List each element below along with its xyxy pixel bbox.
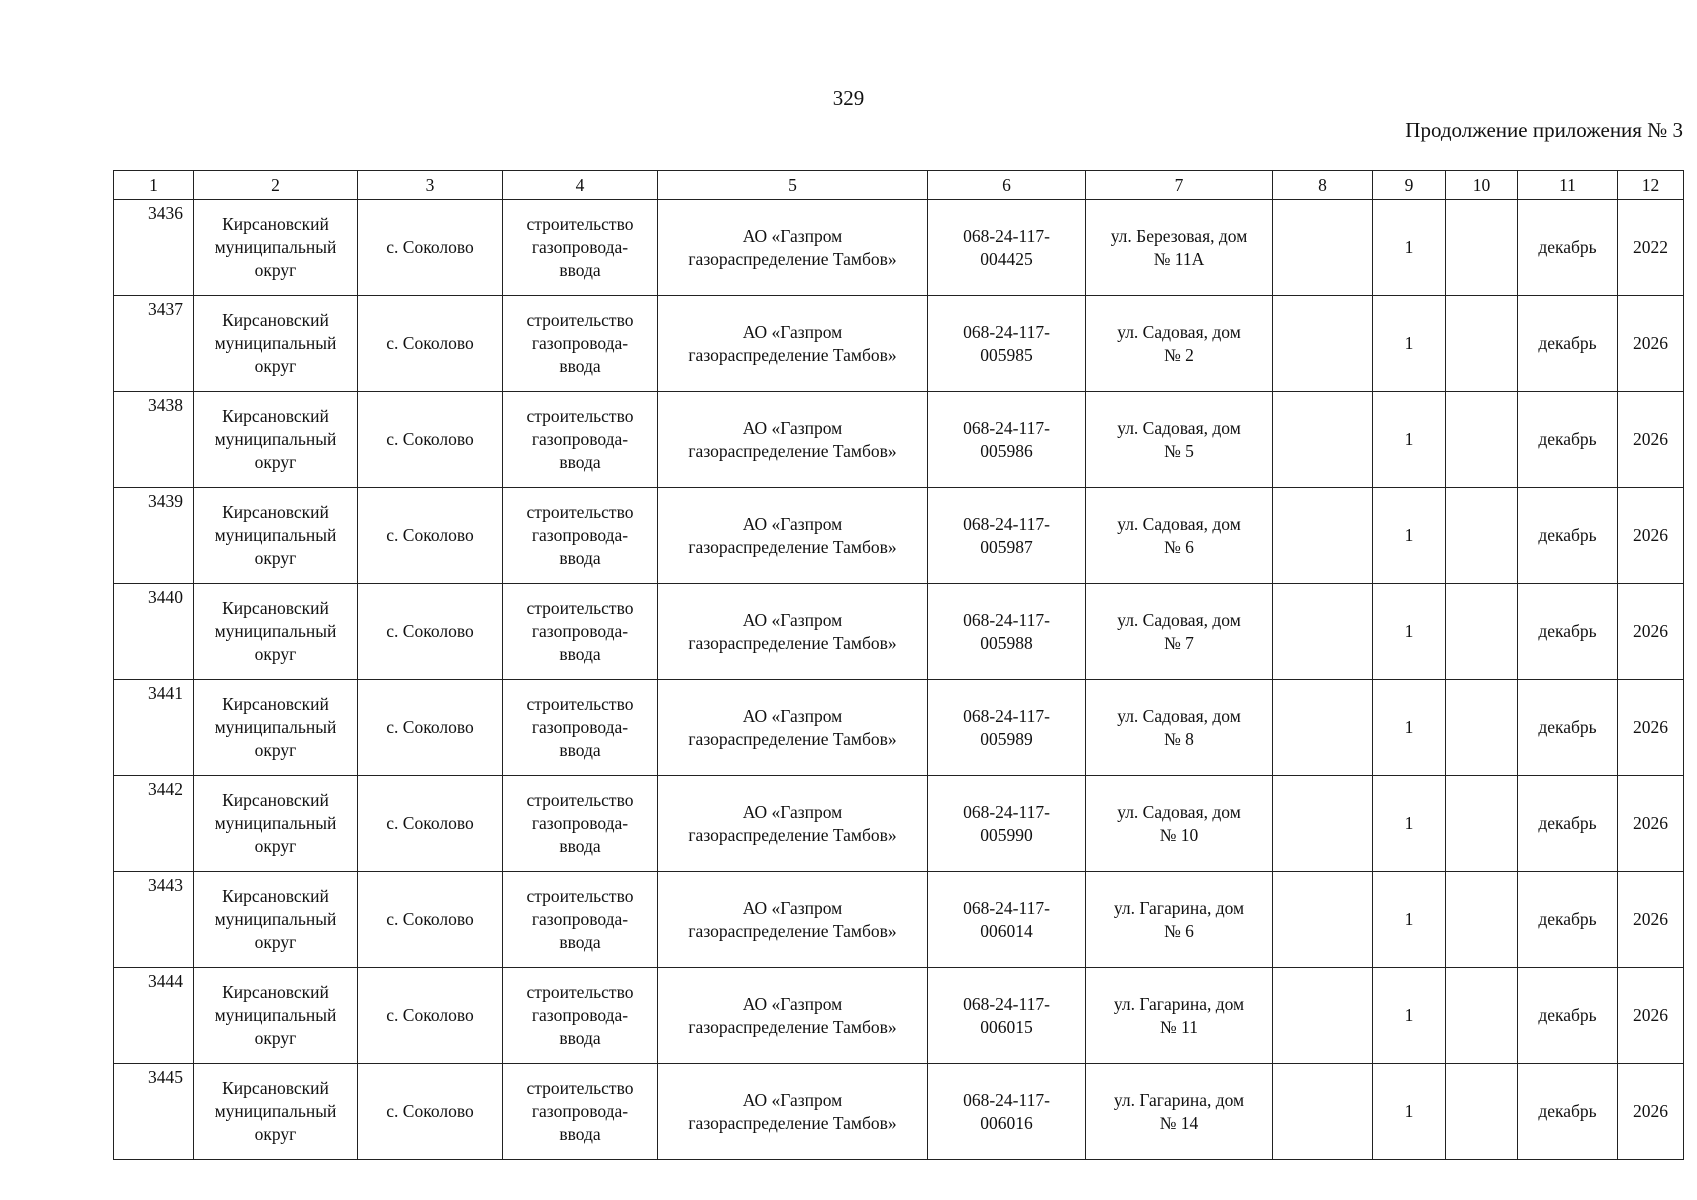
cell-col-8 xyxy=(1273,584,1373,680)
table-row xyxy=(114,1064,1684,1160)
cell-month xyxy=(1518,584,1618,680)
column-header: 5 xyxy=(658,171,928,200)
cell-row-number xyxy=(114,296,194,392)
cell-settlement-text: с. Соколово xyxy=(386,717,474,738)
cell-object-code xyxy=(928,200,1086,296)
cell-settlement xyxy=(358,680,503,776)
column-header: 2 xyxy=(194,171,358,200)
cell-quantity xyxy=(1373,488,1446,584)
cell-object-code-text: 068-24-117- 005986 xyxy=(963,417,1050,461)
cell-organization xyxy=(658,200,928,296)
header-row xyxy=(114,171,1684,200)
appendix-note: Продолжение приложения № 3 xyxy=(1405,118,1683,142)
cell-settlement xyxy=(358,392,503,488)
cell-district xyxy=(194,584,358,680)
cell-quantity xyxy=(1373,1064,1446,1160)
cell-organization-text: АО «Газпром газораспределение Тамбов» xyxy=(688,513,897,557)
cell-month xyxy=(1518,200,1618,296)
cell-settlement xyxy=(358,872,503,968)
cell-month-text: декабрь xyxy=(1538,621,1597,642)
cell-month xyxy=(1518,776,1618,872)
cell-organization-text: АО «Газпром газораспределение Тамбов» xyxy=(688,609,897,653)
cell-row-number xyxy=(114,776,194,872)
cell-address xyxy=(1086,488,1273,584)
cell-address xyxy=(1086,680,1273,776)
cell-quantity-text: 1 xyxy=(1404,1005,1414,1026)
cell-work-type-text: строительство газопровода- ввода xyxy=(526,1078,634,1144)
cell-row-number-text: 3440 xyxy=(148,587,183,607)
cell-settlement-text: с. Соколово xyxy=(386,1005,474,1026)
cell-month xyxy=(1518,872,1618,968)
cell-district-text: Кирсановский муниципальный округ xyxy=(214,694,337,760)
cell-row-number-text: 3436 xyxy=(148,203,183,223)
cell-address-text: ул. Гагарина, дом № 14 xyxy=(1113,1089,1245,1133)
cell-col-8 xyxy=(1273,200,1373,296)
table-row xyxy=(114,776,1684,872)
cell-district xyxy=(194,488,358,584)
table-row xyxy=(114,200,1684,296)
cell-month-text: декабрь xyxy=(1538,525,1597,546)
cell-year xyxy=(1618,776,1684,872)
cell-settlement xyxy=(358,296,503,392)
cell-work-type xyxy=(503,680,658,776)
cell-address xyxy=(1086,776,1273,872)
cell-col-8 xyxy=(1273,872,1373,968)
cell-organization-text: АО «Газпром газораспределение Тамбов» xyxy=(688,705,897,749)
cell-row-number-text: 3444 xyxy=(148,971,183,991)
cell-quantity xyxy=(1373,392,1446,488)
cell-object-code xyxy=(928,680,1086,776)
cell-address-text: ул. Садовая, дом № 8 xyxy=(1117,705,1241,749)
cell-organization xyxy=(658,392,928,488)
cell-object-code-text: 068-24-117- 005988 xyxy=(963,609,1050,653)
cell-address-text: ул. Садовая, дом № 5 xyxy=(1117,417,1241,461)
cell-col-10 xyxy=(1446,488,1518,584)
table-row xyxy=(114,296,1684,392)
cell-work-type-text: строительство газопровода- ввода xyxy=(526,598,634,664)
cell-district xyxy=(194,680,358,776)
cell-organization-text: АО «Газпром газораспределение Тамбов» xyxy=(688,417,897,461)
cell-row-number xyxy=(114,872,194,968)
table-row xyxy=(114,680,1684,776)
cell-col-10 xyxy=(1446,776,1518,872)
registry-table xyxy=(113,170,1684,1160)
cell-district-text: Кирсановский муниципальный округ xyxy=(214,982,337,1048)
cell-year-text: 2026 xyxy=(1633,333,1668,354)
column-header: 4 xyxy=(503,171,658,200)
cell-year xyxy=(1618,584,1684,680)
cell-object-code xyxy=(928,968,1086,1064)
cell-col-8 xyxy=(1273,680,1373,776)
cell-work-type-text: строительство газопровода- ввода xyxy=(526,502,634,568)
cell-work-type xyxy=(503,584,658,680)
cell-col-10 xyxy=(1446,968,1518,1064)
cell-address-text: ул. Березовая, дом № 11А xyxy=(1110,225,1248,269)
cell-organization xyxy=(658,680,928,776)
cell-year xyxy=(1618,392,1684,488)
cell-row-number-text: 3437 xyxy=(148,299,183,319)
cell-district xyxy=(194,1064,358,1160)
cell-organization-text: АО «Газпром газораспределение Тамбов» xyxy=(688,321,897,365)
cell-address xyxy=(1086,296,1273,392)
column-header: 6 xyxy=(928,171,1086,200)
cell-organization xyxy=(658,968,928,1064)
page-number: 329 xyxy=(832,86,865,110)
cell-row-number xyxy=(114,1064,194,1160)
cell-work-type-text: строительство газопровода- ввода xyxy=(526,310,634,376)
cell-row-number-text: 3441 xyxy=(148,683,183,703)
cell-col-10 xyxy=(1446,584,1518,680)
cell-organization xyxy=(658,296,928,392)
cell-work-type-text: строительство газопровода- ввода xyxy=(526,790,634,856)
cell-row-number xyxy=(114,488,194,584)
cell-organization xyxy=(658,872,928,968)
cell-col-10 xyxy=(1446,392,1518,488)
cell-month-text: декабрь xyxy=(1538,333,1597,354)
cell-object-code xyxy=(928,584,1086,680)
column-header: 12 xyxy=(1618,171,1684,200)
cell-row-number-text: 3439 xyxy=(148,491,183,511)
cell-quantity-text: 1 xyxy=(1404,909,1414,930)
column-header: 1 xyxy=(114,171,194,200)
cell-quantity-text: 1 xyxy=(1404,1101,1414,1122)
cell-object-code xyxy=(928,776,1086,872)
cell-district-text: Кирсановский муниципальный округ xyxy=(214,790,337,856)
cell-month-text: декабрь xyxy=(1538,1005,1597,1026)
cell-organization xyxy=(658,488,928,584)
cell-object-code xyxy=(928,488,1086,584)
cell-year-text: 2026 xyxy=(1633,429,1668,450)
cell-month-text: декабрь xyxy=(1538,237,1597,258)
cell-district-text: Кирсановский муниципальный округ xyxy=(214,502,337,568)
cell-address-text: ул. Гагарина, дом № 6 xyxy=(1113,897,1245,941)
cell-row-number xyxy=(114,680,194,776)
table-row xyxy=(114,584,1684,680)
cell-quantity-text: 1 xyxy=(1404,237,1414,258)
cell-object-code-text: 068-24-117- 006015 xyxy=(963,993,1050,1037)
column-header: 7 xyxy=(1086,171,1273,200)
cell-col-8 xyxy=(1273,392,1373,488)
cell-address-text: ул. Гагарина, дом № 11 xyxy=(1113,993,1245,1037)
cell-year-text: 2026 xyxy=(1633,909,1668,930)
cell-quantity-text: 1 xyxy=(1404,333,1414,354)
cell-row-number-text: 3445 xyxy=(148,1067,183,1087)
cell-work-type xyxy=(503,872,658,968)
cell-quantity-text: 1 xyxy=(1404,621,1414,642)
column-header: 8 xyxy=(1273,171,1373,200)
cell-year xyxy=(1618,968,1684,1064)
cell-month-text: декабрь xyxy=(1538,909,1597,930)
cell-col-8 xyxy=(1273,968,1373,1064)
table-row xyxy=(114,488,1684,584)
cell-work-type-text: строительство газопровода- ввода xyxy=(526,982,634,1048)
cell-row-number xyxy=(114,584,194,680)
cell-organization-text: АО «Газпром газораспределение Тамбов» xyxy=(688,993,897,1037)
cell-object-code-text: 068-24-117- 005985 xyxy=(963,321,1050,365)
cell-settlement-text: с. Соколово xyxy=(386,909,474,930)
cell-quantity-text: 1 xyxy=(1404,429,1414,450)
cell-district-text: Кирсановский муниципальный округ xyxy=(214,310,337,376)
cell-year-text: 2026 xyxy=(1633,813,1668,834)
cell-row-number xyxy=(114,968,194,1064)
cell-address xyxy=(1086,1064,1273,1160)
cell-quantity xyxy=(1373,296,1446,392)
cell-year-text: 2026 xyxy=(1633,717,1668,738)
cell-settlement-text: с. Соколово xyxy=(386,429,474,450)
cell-settlement xyxy=(358,1064,503,1160)
cell-settlement-text: с. Соколово xyxy=(386,237,474,258)
cell-month xyxy=(1518,392,1618,488)
cell-month xyxy=(1518,968,1618,1064)
cell-district xyxy=(194,776,358,872)
cell-settlement-text: с. Соколово xyxy=(386,621,474,642)
cell-district-text: Кирсановский муниципальный округ xyxy=(214,598,337,664)
cell-organization xyxy=(658,1064,928,1160)
cell-object-code-text: 068-24-117- 006014 xyxy=(963,897,1050,941)
cell-object-code-text: 068-24-117- 005987 xyxy=(963,513,1050,557)
cell-month-text: декабрь xyxy=(1538,717,1597,738)
cell-year xyxy=(1618,872,1684,968)
cell-district-text: Кирсановский муниципальный округ xyxy=(214,214,337,280)
cell-quantity xyxy=(1373,776,1446,872)
cell-settlement-text: с. Соколово xyxy=(386,333,474,354)
column-header: 11 xyxy=(1518,171,1618,200)
cell-month-text: декабрь xyxy=(1538,429,1597,450)
table-body xyxy=(114,200,1684,1160)
cell-row-number-text: 3443 xyxy=(148,875,183,895)
cell-year-text: 2026 xyxy=(1633,1101,1668,1122)
cell-settlement xyxy=(358,968,503,1064)
cell-col-10 xyxy=(1446,680,1518,776)
cell-district-text: Кирсановский муниципальный округ xyxy=(214,1078,337,1144)
cell-settlement-text: с. Соколово xyxy=(386,525,474,546)
cell-organization xyxy=(658,584,928,680)
cell-district xyxy=(194,200,358,296)
cell-year xyxy=(1618,1064,1684,1160)
cell-col-10 xyxy=(1446,1064,1518,1160)
cell-year xyxy=(1618,680,1684,776)
cell-object-code-text: 068-24-117- 004425 xyxy=(963,225,1050,269)
cell-year-text: 2022 xyxy=(1633,237,1668,258)
cell-address xyxy=(1086,968,1273,1064)
cell-settlement xyxy=(358,584,503,680)
cell-address xyxy=(1086,200,1273,296)
cell-object-code-text: 068-24-117- 005990 xyxy=(963,801,1050,845)
cell-col-8 xyxy=(1273,488,1373,584)
cell-month-text: декабрь xyxy=(1538,1101,1597,1122)
cell-quantity xyxy=(1373,200,1446,296)
cell-quantity-text: 1 xyxy=(1404,717,1414,738)
cell-settlement-text: с. Соколово xyxy=(386,1101,474,1122)
cell-month-text: декабрь xyxy=(1538,813,1597,834)
column-header: 9 xyxy=(1373,171,1446,200)
cell-organization-text: АО «Газпром газораспределение Тамбов» xyxy=(688,1089,897,1133)
cell-settlement xyxy=(358,200,503,296)
cell-month xyxy=(1518,680,1618,776)
cell-work-type xyxy=(503,488,658,584)
cell-col-8 xyxy=(1273,776,1373,872)
column-header: 10 xyxy=(1446,171,1518,200)
cell-year xyxy=(1618,200,1684,296)
cell-settlement-text: с. Соколово xyxy=(386,813,474,834)
cell-object-code xyxy=(928,296,1086,392)
cell-district xyxy=(194,296,358,392)
cell-year xyxy=(1618,296,1684,392)
cell-district xyxy=(194,872,358,968)
cell-address xyxy=(1086,584,1273,680)
cell-object-code-text: 068-24-117- 005989 xyxy=(963,705,1050,749)
cell-address xyxy=(1086,872,1273,968)
cell-work-type-text: строительство газопровода- ввода xyxy=(526,406,634,472)
cell-address-text: ул. Садовая, дом № 7 xyxy=(1117,609,1241,653)
cell-settlement xyxy=(358,776,503,872)
table-header xyxy=(114,171,1684,200)
cell-row-number xyxy=(114,392,194,488)
cell-address-text: ул. Садовая, дом № 2 xyxy=(1117,321,1241,365)
cell-quantity xyxy=(1373,584,1446,680)
cell-col-10 xyxy=(1446,296,1518,392)
cell-quantity xyxy=(1373,872,1446,968)
cell-work-type xyxy=(503,200,658,296)
cell-address xyxy=(1086,392,1273,488)
cell-col-8 xyxy=(1273,1064,1373,1160)
cell-month xyxy=(1518,1064,1618,1160)
cell-district-text: Кирсановский муниципальный округ xyxy=(214,886,337,952)
cell-col-10 xyxy=(1446,200,1518,296)
cell-district-text: Кирсановский муниципальный округ xyxy=(214,406,337,472)
table-row xyxy=(114,968,1684,1064)
cell-row-number xyxy=(114,200,194,296)
cell-work-type xyxy=(503,1064,658,1160)
cell-year-text: 2026 xyxy=(1633,525,1668,546)
cell-month xyxy=(1518,296,1618,392)
cell-work-type xyxy=(503,296,658,392)
cell-quantity xyxy=(1373,680,1446,776)
cell-month xyxy=(1518,488,1618,584)
cell-district xyxy=(194,392,358,488)
cell-object-code xyxy=(928,872,1086,968)
cell-quantity xyxy=(1373,968,1446,1064)
table-row xyxy=(114,392,1684,488)
cell-organization-text: АО «Газпром газораспределение Тамбов» xyxy=(688,225,897,269)
cell-object-code xyxy=(928,392,1086,488)
cell-work-type-text: строительство газопровода- ввода xyxy=(526,214,634,280)
cell-organization xyxy=(658,776,928,872)
cell-object-code xyxy=(928,1064,1086,1160)
cell-work-type xyxy=(503,968,658,1064)
table-row xyxy=(114,872,1684,968)
cell-year-text: 2026 xyxy=(1633,621,1668,642)
cell-organization-text: АО «Газпром газораспределение Тамбов» xyxy=(688,897,897,941)
cell-work-type-text: строительство газопровода- ввода xyxy=(526,886,634,952)
cell-address-text: ул. Садовая, дом № 6 xyxy=(1117,513,1241,557)
cell-work-type xyxy=(503,776,658,872)
cell-address-text: ул. Садовая, дом № 10 xyxy=(1117,801,1241,845)
cell-quantity-text: 1 xyxy=(1404,525,1414,546)
column-header: 3 xyxy=(358,171,503,200)
cell-year-text: 2026 xyxy=(1633,1005,1668,1026)
cell-col-10 xyxy=(1446,872,1518,968)
cell-work-type xyxy=(503,392,658,488)
cell-settlement xyxy=(358,488,503,584)
cell-quantity-text: 1 xyxy=(1404,813,1414,834)
cell-row-number-text: 3438 xyxy=(148,395,183,415)
cell-organization-text: АО «Газпром газораспределение Тамбов» xyxy=(688,801,897,845)
cell-row-number-text: 3442 xyxy=(148,779,183,799)
cell-district xyxy=(194,968,358,1064)
cell-work-type-text: строительство газопровода- ввода xyxy=(526,694,634,760)
cell-col-8 xyxy=(1273,296,1373,392)
cell-year xyxy=(1618,488,1684,584)
cell-object-code-text: 068-24-117- 006016 xyxy=(963,1089,1050,1133)
